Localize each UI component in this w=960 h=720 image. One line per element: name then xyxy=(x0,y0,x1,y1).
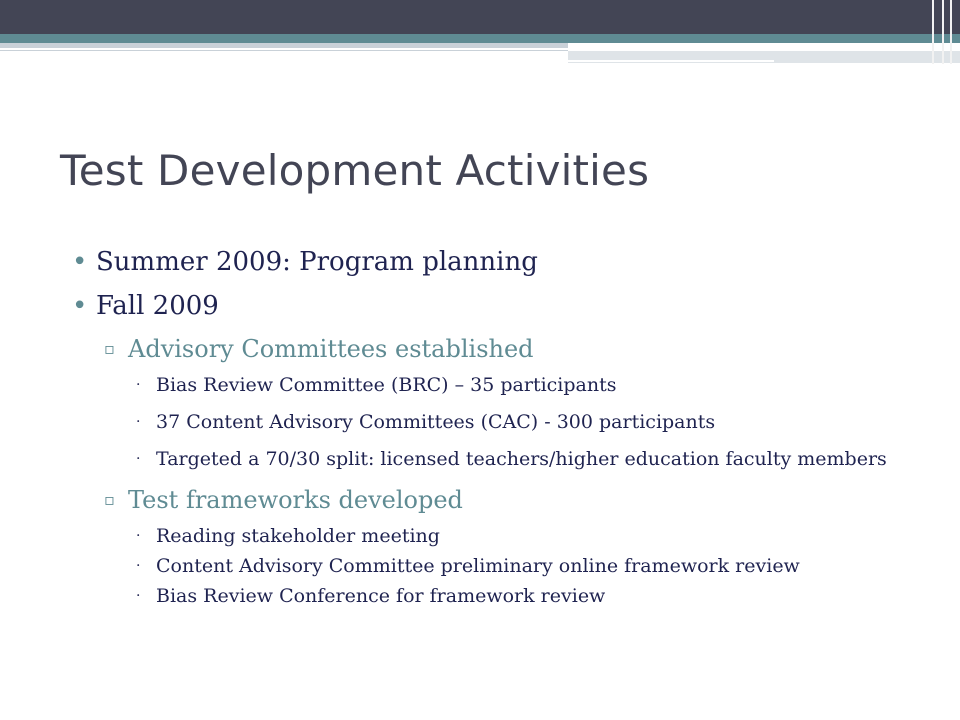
slide-title: Test Development Activities xyxy=(60,146,650,195)
detail-item xyxy=(72,523,922,550)
header-thin-line-2 xyxy=(568,60,774,62)
sub-bullet-text: Test frameworks developed xyxy=(128,486,463,514)
detail-item xyxy=(72,446,922,473)
detail-text: 37 Content Advisory Committees (CAC) - 300 participants xyxy=(156,411,716,433)
header-vertical-line xyxy=(942,0,944,64)
detail-text: Reading stakeholder meeting xyxy=(156,525,440,547)
sub-bullet-item xyxy=(72,483,922,517)
bullet-text: Summer 2009: Program planning xyxy=(96,247,538,277)
detail-text: Content Advisory Committee preliminary online framework review xyxy=(156,555,800,577)
slide-body xyxy=(72,244,922,613)
small-dot-icon: · xyxy=(136,558,141,574)
bullet-item xyxy=(72,288,922,324)
bullet-dot-icon: • xyxy=(72,291,88,321)
detail-text: Bias Review Conference for framework review xyxy=(156,585,606,607)
detail-item xyxy=(72,372,922,399)
sub-bullet-item xyxy=(72,332,922,366)
detail-text: Bias Review Committee (BRC) – 35 participants xyxy=(156,374,617,396)
detail-item xyxy=(72,553,922,580)
bullet-item xyxy=(72,244,922,280)
small-dot-icon: · xyxy=(136,588,141,604)
small-dot-icon: · xyxy=(136,528,141,544)
detail-item xyxy=(72,583,922,610)
detail-text: Targeted a 70/30 split: licensed teachers/higher education faculty members xyxy=(156,448,887,470)
bullet-text: Fall 2009 xyxy=(96,291,219,321)
header-teal-stripe xyxy=(0,34,960,43)
header-dark-bar xyxy=(0,0,960,34)
sub-bullet-text: Advisory Committees established xyxy=(128,335,534,363)
detail-item xyxy=(72,409,922,436)
square-bullet-icon: ▫ xyxy=(104,490,115,509)
header-thin-line xyxy=(0,48,888,50)
header-vertical-line xyxy=(932,0,934,64)
bullet-dot-icon: • xyxy=(72,247,88,277)
small-dot-icon: · xyxy=(136,414,141,430)
header-vertical-line xyxy=(950,0,952,64)
small-dot-icon: · xyxy=(136,377,141,393)
small-dot-icon: · xyxy=(136,451,141,467)
square-bullet-icon: ▫ xyxy=(104,339,115,358)
